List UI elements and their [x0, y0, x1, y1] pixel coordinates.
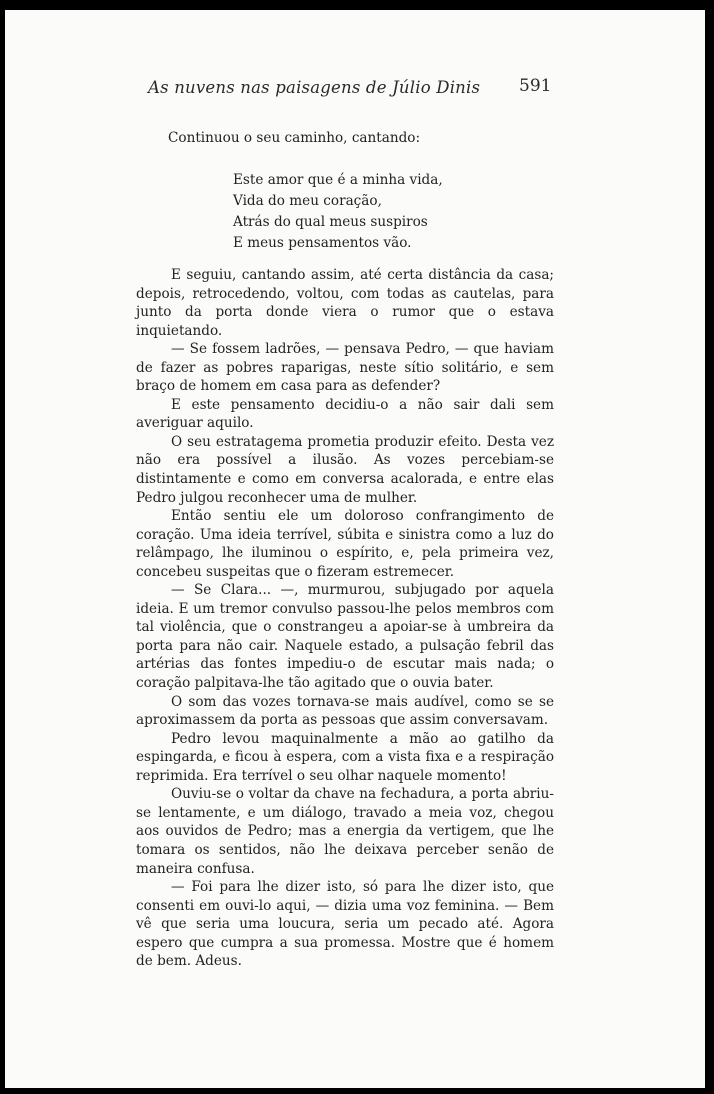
- page-number: 591: [519, 76, 552, 96]
- paragraph: O som das vozes tornava-se mais audível, como se se aproximassem da porta as pessoas que assim conversavam.: [136, 693, 554, 729]
- paragraph: Então sentiu ele um doloroso confrangimento de coração. Uma ideia terrível, súbita e sinistra como a luz do relâmpago, lhe iluminou o espírito, e, pela primeira vez, concebeu suspeitas que o fizeram estremecer.: [136, 508, 554, 580]
- intro-line: Continuou o seu caminho, cantando:: [168, 130, 421, 146]
- verse-line: Vida do meu coração,: [233, 193, 382, 209]
- body-text: [136, 266, 554, 971]
- verse-line: Atrás do qual meus suspiros: [233, 214, 428, 230]
- page-header: [5, 78, 705, 108]
- verse-line: E meus pensamentos vão.: [233, 235, 412, 251]
- paragraph: Pedro levou maquinalmente a mão ao gatilho da espingarda, e ficou à espera, com a vista fixa e a respiração reprimida. Era terrível o seu olhar naquele momento!: [136, 730, 554, 784]
- paragraph: — Se Clara... —, murmurou, subjugado por aquela ideia. E um tremor convulso passou-lhe pelos membros com tal violência, que o constrangeu a apoiar-se à umbreira da porta para não cair. Naquele estado, a pulsação febril das artérias das fontes impediu-o de escutar mais nada; o coração palpitava-lhe tão agitado que o ouvia bater.: [136, 582, 554, 692]
- paragraph: — Se fossem ladrões, — pensava Pedro, — que haviam de fazer as pobres raparigas, neste sítio solitário, e sem braço de homem em casa para as defender?: [136, 341, 554, 395]
- paragraph: E este pensamento decidiu-o a não sair dali sem averiguar aquilo.: [136, 396, 554, 432]
- verse-line: Este amor que é a minha vida,: [233, 172, 443, 188]
- paragraph: O seu estratagema prometia produzir efeito. Desta vez não era possível a ilusão. As vozes percebiam-se distintamente e como em conversa acalorada, e entre elas Pedro julgou reconhecer uma de mulher.: [136, 433, 554, 506]
- running-title: As nuvens nas paisagens de Júlio Dinis: [148, 78, 481, 97]
- paragraph: — Foi para lhe dizer isto, só para lhe dizer isto, que consenti em ouvi-lo aqui, — dizia uma voz feminina. — Bem vê que seria uma loucura, seria um pecado até. Agora espero que cumpra a sua promessa. Mostre que é homem de bem. Adeus.: [136, 879, 554, 970]
- book-page: [5, 10, 705, 1088]
- paragraph: E seguiu, cantando assim, até certa distância da casa; depois, retrocedendo, voltou, com todas as cautelas, para junto da porta donde viera o rumor que o estava inquietando.: [136, 267, 554, 339]
- verse-stanza: [233, 170, 443, 254]
- paragraph: Ouviu-se o voltar da chave na fechadura, a porta abriu-se lentamente, e um diálogo, travado a meia voz, chegou aos ouvidos de Pedro; mas a energia da vertigem, que lhe tomara os sentidos, não lhe deixava perceber senão de maneira confusa.: [136, 786, 554, 877]
